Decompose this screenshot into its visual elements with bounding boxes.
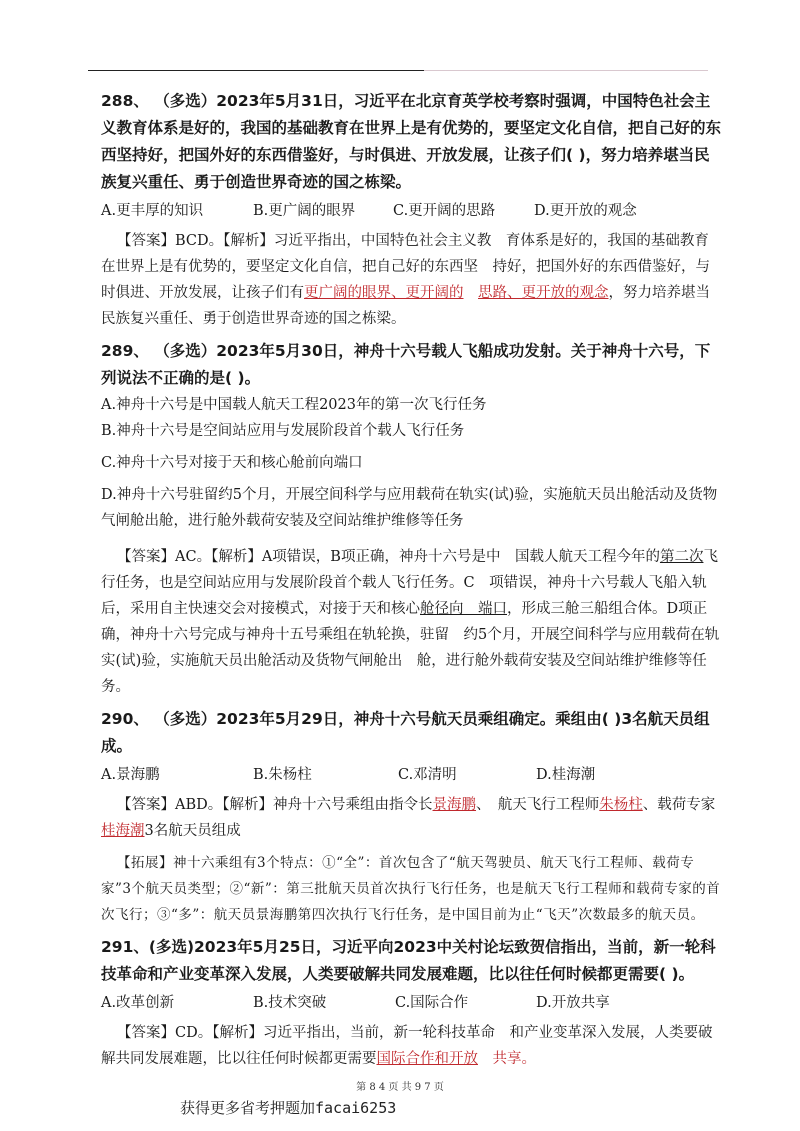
answer-highlight: 思路、更开放的观念 bbox=[478, 285, 609, 301]
answer-text-end: ，形成三舱三船组合体。D项正确，神舟十六号完成与神舟十五号乘组在轨轮换，驻留 约5个月，开展空间科学与应用载荷在轨实(试)验，实施航天员出舱活动及货物气闸舱出 舱，进行舱外载荷安装及空间站维护维修等任务。 bbox=[101, 601, 720, 695]
answer-gap bbox=[464, 285, 479, 301]
answer-block bbox=[101, 1020, 721, 1072]
answer-underline: 舱径向 端口 bbox=[420, 601, 507, 617]
question-number: 291、 bbox=[101, 938, 149, 956]
question-text: （多选）2023年5月30日，神舟十六号载人飞船成功发射。关于神舟十六号，下列说法不正确的是( )。 bbox=[101, 342, 711, 387]
option-d: D.更开放的观念 bbox=[534, 203, 637, 219]
option-b: B.朱杨柱 bbox=[253, 767, 312, 783]
question-text: (多选)2023年5月25日，习近平向2023中关村论坛致贺信指出，当前，新一轮科技革命和产业变革深入发展，人类要破解共同发展难题，比以往任何时候都更需要( )。 bbox=[101, 938, 716, 983]
answer-highlight: 朱杨柱 bbox=[599, 797, 643, 813]
question-text: （多选）2023年5月31日，习近平在北京育英学校考察时强调，中国特色社会主义教育体系是好的，我国的基础教育在世界上是有优势的，要坚定文化自信，把自己好的东西坚持好，把国外好的东西借鉴好，与时俱进、开放发展，让孩子们( )，努力培养堪当民族复兴重任、勇于创造世界奇迹的国之栋梁。 bbox=[101, 92, 722, 191]
question-290 bbox=[101, 706, 721, 928]
option-c: C.邓清明 bbox=[398, 767, 457, 783]
answer-highlight: 景海鹏 bbox=[432, 797, 477, 813]
answer-gap bbox=[478, 1051, 493, 1067]
answer-text: 、载荷专家 bbox=[642, 797, 716, 813]
header-rule-dark bbox=[88, 70, 424, 71]
answer-block bbox=[101, 792, 721, 844]
answer-text: 飞行任务，也是空间站应用与发展阶段首个载人飞行任务。C 项错误，神舟十六号载人飞船入轨后，采用自主快速交会对接模式，对接于天和核心 bbox=[101, 549, 718, 617]
answer-text-end: ，努力培养堪当民族复兴重任、勇于创造世界奇迹的国之栋梁。 bbox=[101, 285, 710, 327]
option-b: B.技术突破 bbox=[253, 995, 327, 1011]
answer-highlight: 共享。 bbox=[492, 1051, 536, 1067]
question-stem bbox=[101, 88, 721, 196]
answer-block bbox=[101, 228, 721, 332]
option-d: D.神舟十六号驻留约5个月，开展空间科学与应用载荷在轨实(试)验，实施航天员出舱活动及货物气闸舱出舱，进行舱外载荷安装及空间站维护维修等任务 bbox=[101, 487, 718, 529]
option-d: D.开放共享 bbox=[536, 995, 610, 1011]
question-stem bbox=[101, 706, 721, 760]
answer-text-end: 3名航天员组成 bbox=[144, 823, 241, 839]
page-content bbox=[101, 88, 721, 1078]
question-stem bbox=[101, 934, 721, 988]
option-b: B.更广阔的眼界 bbox=[253, 203, 356, 219]
option-c: C.神舟十六号对接于天和核心舱前向端口 bbox=[101, 455, 363, 471]
question-291 bbox=[101, 934, 721, 1072]
options-row bbox=[101, 762, 721, 788]
question-number: 288、 bbox=[101, 92, 149, 110]
promo-text: 获得更多省考押题加facai6253 bbox=[180, 1099, 397, 1117]
header-rule-light bbox=[424, 70, 708, 71]
answer-text: 【答案】BCD。【解析】习近平指出，中国特色社会主义教 育体系是好的，我国的基础教育在世界上是有优势的，要坚定文化自信，把自己好的东西坚 持好，把国外好的东西借鉴好，与时俱进、开放发展，让孩子们有 bbox=[101, 233, 710, 301]
option-c: C.更开阔的思路 bbox=[393, 203, 496, 219]
page-number: 第 8 4 页 共 9 7 页 bbox=[356, 1082, 444, 1093]
answer-underline: 第二次 bbox=[659, 549, 704, 565]
question-289 bbox=[101, 338, 721, 700]
question-number: 290、 bbox=[101, 710, 149, 728]
option-a: A.景海鹏 bbox=[101, 767, 160, 783]
question-288 bbox=[101, 88, 721, 332]
options-row bbox=[101, 990, 721, 1016]
answer-text: 【答案】AC。【解析】A项错误，B项正确，神舟十六号是中 国载人航天工程今年的 bbox=[117, 549, 660, 565]
answer-highlight: 桂海潮 bbox=[101, 823, 145, 839]
option-a: A.更丰厚的知识 bbox=[101, 203, 204, 219]
answer-highlight: 国际合作和开放 bbox=[376, 1051, 478, 1067]
header-rule bbox=[88, 70, 708, 71]
answer-block bbox=[101, 544, 721, 700]
answer-text: 【答案】ABD。【解析】神舟十六号乘组由指令长 bbox=[117, 797, 433, 813]
option-a: A.改革创新 bbox=[101, 995, 175, 1011]
question-number: 289、 bbox=[101, 342, 149, 360]
options-row bbox=[101, 198, 721, 224]
answer-highlight: 更广阔的眼界、更开阔的 bbox=[304, 285, 464, 301]
option-d: D.桂海潮 bbox=[536, 767, 596, 783]
answer-text: 【答案】CD。【解析】习近平指出，当前，新一轮科技革命 和产业变革深入发展，人类要破解共同发展难题，比以往任何时候都更需要 bbox=[101, 1025, 713, 1067]
option-c: C.国际合作 bbox=[395, 995, 469, 1011]
answer-text: 、 航天飞行工程师 bbox=[476, 797, 600, 813]
option-a: A.神舟十六号是中国载人航天工程2023年的第一次飞行任务 bbox=[101, 397, 487, 413]
option-b: B.神舟十六号是空间站应用与发展阶段首个载人飞行任务 bbox=[101, 423, 465, 439]
question-stem bbox=[101, 338, 721, 392]
extension-note: 【拓展】神十六乘组有3个特点：①“全”：首次包含了“航天驾驶员、航天飞行工程师、载荷专家”3个航天员类型；②“新”：第三批航天员首次执行飞行任务，也是航天飞行工程师和载荷专家的首次飞行；③“多”：航天员景海鹏第四次执行飞行任务，是中国目前为止“飞天”次数最多的航天员。 bbox=[101, 855, 721, 923]
question-text: （多选）2023年5月29日，神舟十六号航天员乘组确定。乘组由( )3名航天员组成。 bbox=[101, 710, 710, 755]
